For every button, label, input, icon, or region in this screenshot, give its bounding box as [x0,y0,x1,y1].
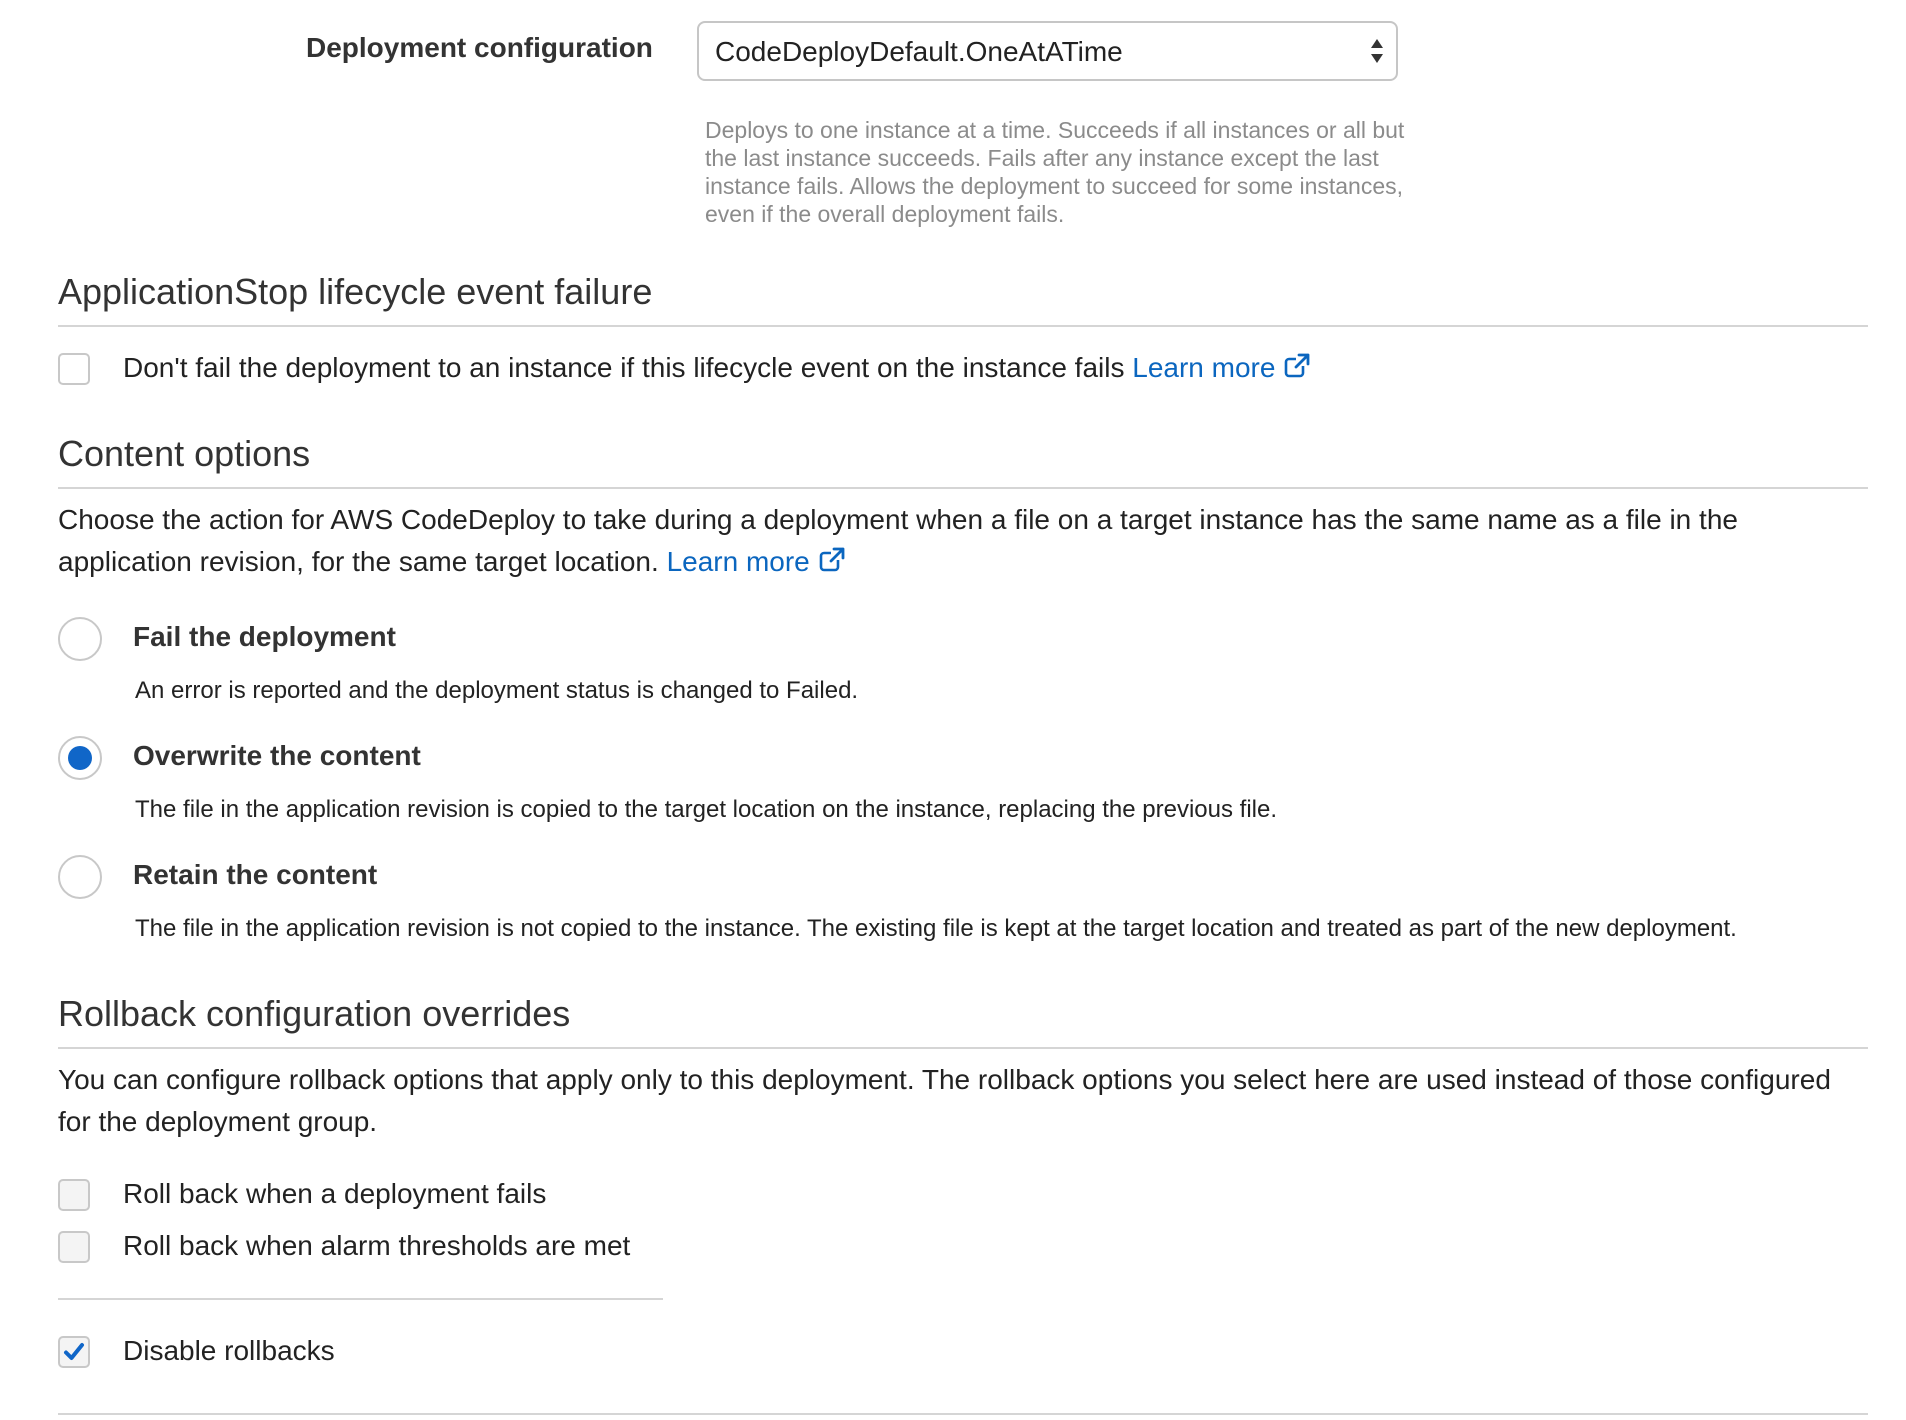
section-divider [58,1413,1868,1415]
dont-fail-deployment-row [123,352,1311,384]
rollback-section-title: Rollback configuration overrides [58,993,571,1034]
external-link-icon [1283,352,1311,380]
radio-description-fail-the-deployment: An error is reported and the deployment status is changed to Failed. [135,677,859,704]
dont-fail-deployment-checkbox[interactable] [58,353,90,385]
disable-rollbacks-label: Disable rollbacks [123,1335,335,1366]
radio-retain-the-content[interactable] [58,855,102,899]
rollback-description: You can configure rollback options that apply only to this deployment. The rollback options you select here are used instead of those configured for the deployment group. [58,1064,1831,1137]
radio-label-overwrite-the-content: Overwrite the content [133,740,421,771]
external-link-icon [818,546,846,574]
learn-more-text: Learn more [1132,352,1276,383]
application-stop-section-title: ApplicationStop lifecycle event failure [58,271,653,312]
section-divider [58,1047,1868,1049]
learn-more-text: Learn more [666,546,810,577]
rollback-on-alarm-label: Roll back when alarm thresholds are met [123,1230,631,1261]
content-options-section-title: Content options [58,433,311,474]
application-stop-learn-more-link[interactable] [1132,352,1311,383]
deployment-configuration-selected-value: CodeDeployDefault.OneAtATime [715,36,1123,67]
deployment-configuration-help: Deploys to one instance at a time. Succeeds if all instances or all but the last instance succeeds. Fails after any instance except the last instance fails. Allows the deployment to succeed for some instances, even if the overall deployment fails. [705,117,1405,227]
rollback-on-failure-checkbox[interactable] [58,1179,90,1211]
radio-overwrite-the-content[interactable] [58,736,102,780]
radio-label-retain-the-content: Retain the content [133,859,378,890]
radio-description-retain-the-content: The file in the application revision is not copied to the instance. The existing file is kept at the target location and treated as part of the new deployment. [135,915,1737,942]
deployment-configuration-label: Deployment configuration [306,32,653,63]
rollback-options-divider [58,1298,663,1300]
content-options-description [58,499,1868,583]
rollback-on-failure-label: Roll back when a deployment fails [123,1178,547,1209]
radio-description-overwrite-the-content: The file in the application revision is copied to the target location on the instance, replacing the previous file. [135,796,1278,823]
radio-fail-the-deployment[interactable] [58,617,102,661]
content-options-description-text: Choose the action for AWS CodeDeploy to take during a deployment when a file on a target instance has the same name as a file in the application revision, for the same target location. [58,504,1738,577]
content-options-learn-more-link[interactable] [667,546,846,577]
checkmark-icon [61,1339,87,1365]
select-arrows-icon [1370,35,1384,67]
deployment-configuration-select[interactable] [697,21,1398,81]
section-divider [58,325,1868,327]
rollback-on-alarm-checkbox[interactable] [58,1231,90,1263]
radio-selected-dot [68,746,92,770]
dont-fail-deployment-label: Don't fail the deployment to an instance if this lifecycle event on the instance fails [123,352,1125,383]
radio-label-fail-the-deployment: Fail the deployment [133,621,396,652]
disable-rollbacks-checkbox[interactable] [58,1336,90,1368]
section-divider [58,487,1868,489]
